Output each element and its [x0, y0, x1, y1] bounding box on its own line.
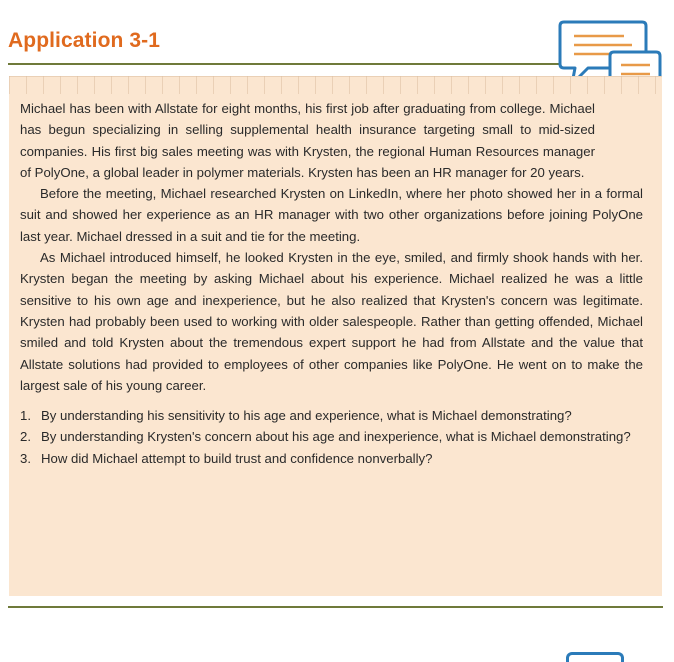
question-item	[20, 448, 643, 469]
question-number: 1.	[20, 408, 31, 424]
case-paragraph-2: Before the meeting, Michael researched Krysten on LinkedIn, where her photo showed her in a formal suit and showed her experience as an HR manager with two other organizations before joining PolyOne last year. Michael dressed in a suit and tie for the meeting.	[20, 186, 643, 244]
bottom-divider	[8, 606, 663, 608]
case-paragraph-3: As Michael introduced himself, he looked Krysten in the eye, smiled, and firmly shook hands with her. Krysten began the meeting by asking Michael about his experience. Michael realized he was a little sensitive to his own age and inexperience, but he also realized that Krysten's concern was legitimate. Krysten had probably been used to working with older salespeople. Rather than getting offended, Michael smiled and told Krysten about the tremendous expert support he had from Allstate and the value that Allstate solutions had provided to employees of other companies like PolyOne. He went on to make the largest sale of his young career.	[20, 250, 643, 393]
title-divider	[8, 63, 574, 65]
question-text: By understanding his sensitivity to his age and experience, what is Michael demonstrating?	[41, 408, 572, 424]
case-body	[20, 98, 643, 469]
question-number: 2.	[20, 429, 31, 445]
question-item	[20, 426, 643, 447]
question-list	[20, 405, 643, 469]
question-text: By understanding Krysten's concern about his age and inexperience, what is Michael demonstrating?	[41, 429, 631, 445]
question-item	[20, 405, 643, 426]
next-section-icon-edge	[566, 652, 624, 662]
case-paragraph-1: Michael has been with Allstate for eight months, his first job after graduating from college. Michael has begun specializing in selling supplemental health insurance targeting small to mid-sized companies. His first big sales meeting was with Krysten, the regional Human Resources manager of PolyOne, a global leader in polymer materials. Krysten has been an HR manager for 20 years.	[20, 101, 595, 180]
question-number: 3.	[20, 450, 31, 466]
panel-grid-decoration	[9, 76, 662, 94]
question-text: How did Michael attempt to build trust and confidence nonverbally?	[41, 450, 433, 466]
application-title: Application 3-1	[8, 29, 161, 52]
